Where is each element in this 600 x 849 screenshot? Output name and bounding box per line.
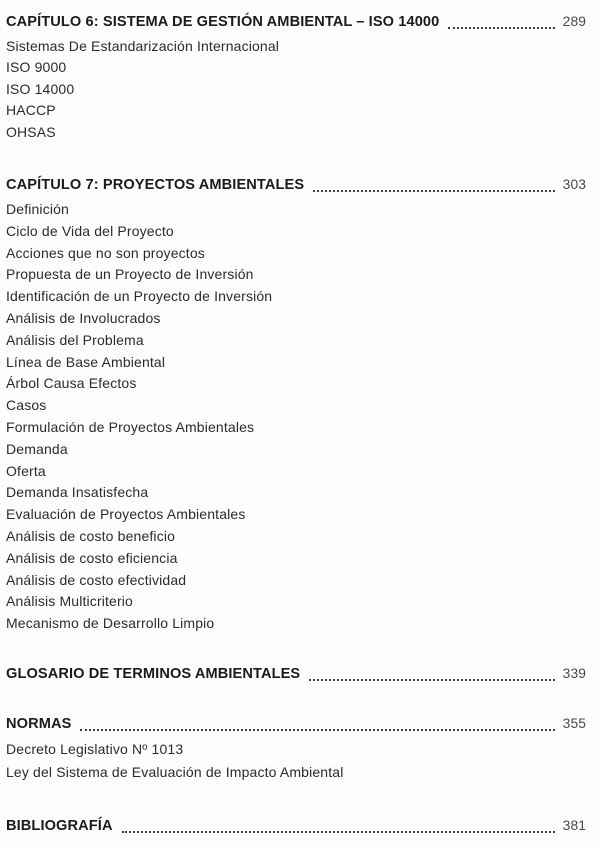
toc-item: Acciones que no son proyectos [6,244,205,261]
toc-item: Casos [6,397,47,414]
dotted-leader [309,679,554,681]
toc-item: Decreto Legislativo Nº 1013 [6,740,184,757]
page-number: 355 [562,715,586,731]
toc-heading-title: BIBLIOGRAFÍA [6,817,113,834]
toc-item: Análisis del Problema [6,331,144,348]
toc-section [6,814,586,838]
toc-section [6,712,586,785]
toc-item: Propuesta de un Proyecto de Inversión [6,266,254,283]
toc-item: Demanda Insatisfecha [6,484,149,501]
toc-heading-title: NORMAS [6,715,72,732]
toc-item: Mecanismo de Desarrollo Limpio [6,615,215,632]
toc-item: Árbol Causa Efectos [6,375,137,392]
toc-item: Formulación de Proyectos Ambientales [6,419,255,435]
toc-section [6,173,586,635]
toc-item: OHSAS [6,123,56,140]
toc-item: Definición [6,201,69,218]
toc-item: Análisis de costo beneficio [6,527,176,544]
toc-item: ISO 9000 [6,59,67,76]
toc-heading-title: CAPÍTULO 6: SISTEMA DE GESTIÓN AMBIENTAL – ISO 14000 [6,14,440,30]
toc [6,10,586,838]
page-number: 381 [562,817,586,833]
dotted-leader [122,831,555,833]
page-number: 339 [562,665,586,681]
toc-item: Línea de Base Ambiental [6,353,166,370]
page-number: 303 [562,177,586,193]
toc-item: Evaluación de Proyectos Ambientales [6,506,246,523]
toc-heading-title: CAPÍTULO 7: PROYECTOS AMBIENTALES [6,177,305,194]
toc-section [6,662,586,686]
toc-item: Demanda [6,440,68,457]
dotted-leader [80,729,554,731]
toc-item: HACCP [6,102,56,119]
toc-heading-row [6,662,586,686]
toc-item: Ley del Sistema de Evaluación de Impacto Ambiental [6,764,344,781]
toc-item: Análisis de costo eficiencia [6,549,178,566]
toc-item: Oferta [6,462,46,479]
toc-item: Sistemas De Estandarización Internacional [6,38,280,54]
dotted-leader [313,190,555,192]
toc-heading-row [6,814,586,838]
toc-item: ISO 14000 [6,80,75,97]
toc-section [6,10,586,143]
toc-item: Análisis Multicriterio [6,593,133,610]
toc-heading-title: GLOSARIO DE TERMINOS AMBIENTALES [6,665,301,682]
dotted-leader [448,27,554,29]
toc-heading-row [6,173,586,197]
toc-item: Identificación de un Proyecto de Inversión [6,288,273,305]
toc-heading-row [6,10,586,34]
toc-heading-row [6,712,586,736]
page-number: 289 [562,14,586,29]
toc-item: Análisis de costo efectividad [6,571,187,588]
toc-item: Análisis de Involucrados [6,310,161,327]
toc-item: Ciclo de Vida del Proyecto [6,222,174,239]
